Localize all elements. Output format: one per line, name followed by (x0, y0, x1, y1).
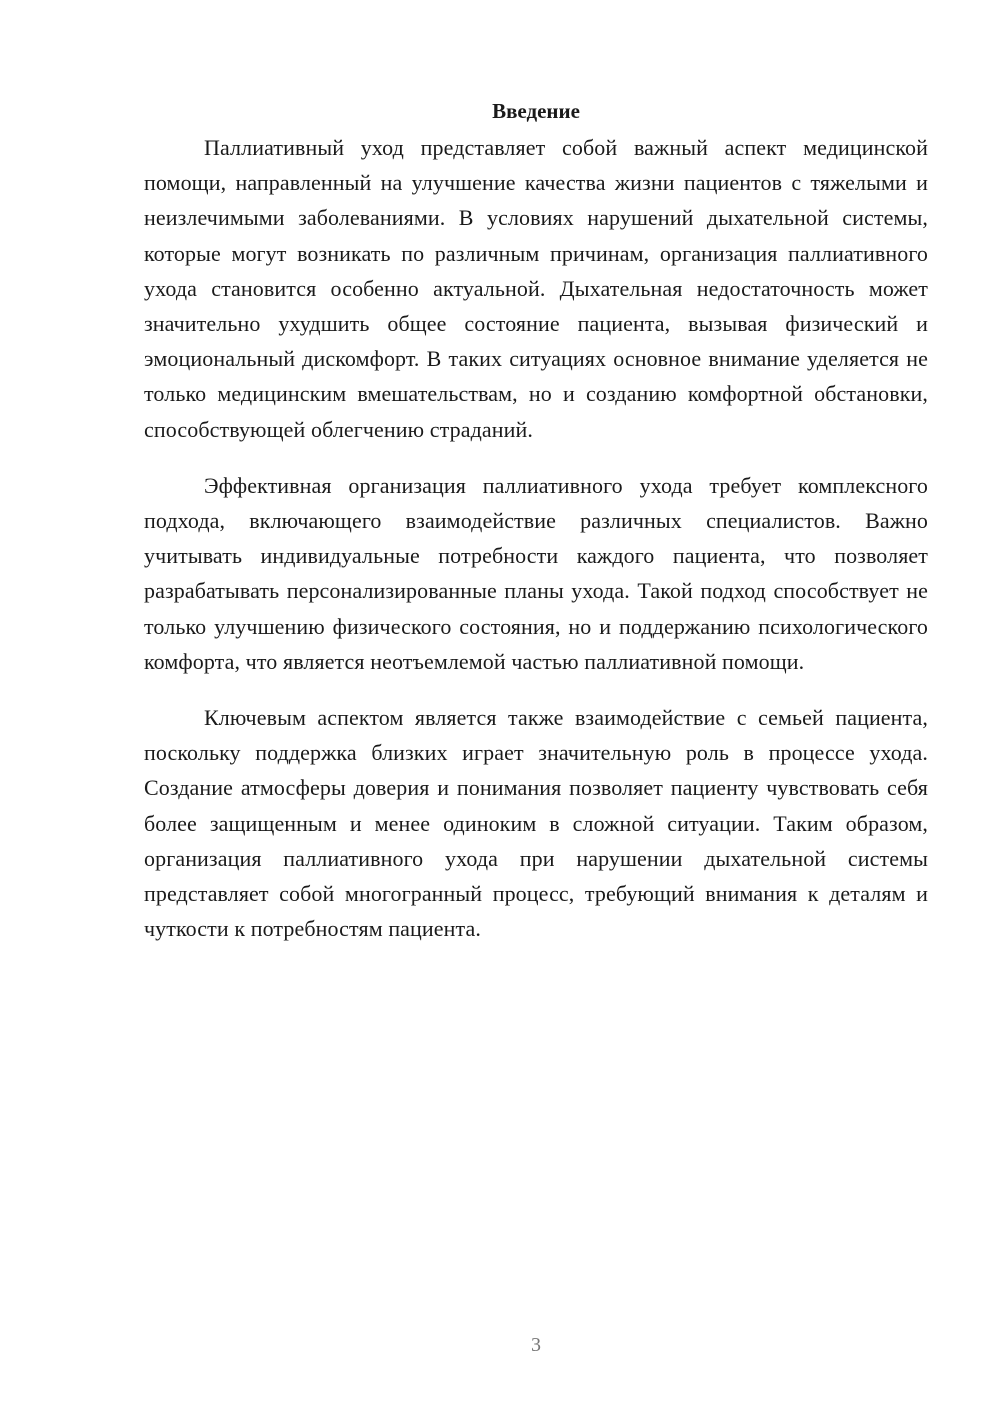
paragraph-3: Ключевым аспектом является также взаимодействие с семьей пациента, поскольку поддержка близких играет значительную роль в процессе ухода. Создание атмосферы доверия и понимания позволяет пациенту чувствовать себя более защищенным и менее одиноким в сложной ситуации. Таким образом, организация паллиативного ухода при нарушении дыхательной системы представляет собой многогранный процесс, требующий внимания к деталям и чуткости к потребностям пациента. (144, 705, 928, 942)
paragraph-1: Паллиативный уход представляет собой важный аспект медицинской помощи, направленный на улучшение качества жизни пациентов с тяжелыми и неизлечимыми заболеваниями. В условиях нарушений дыхательной системы, которые могут возникать по различным причинам, организация паллиативного ухода становится особенно актуальной. Дыхательная недостаточность может значительно ухудшить общее состояние пациента, вызывая физический и эмоциональный дискомфорт. В таких ситуациях основное внимание уделяется не только медицинским вмешательствам, но и созданию комфортной обстановки, способствующей облегчению страданий. (144, 135, 928, 442)
section-title: Введение (492, 99, 580, 123)
page-content (144, 96, 928, 967)
paragraph-2: Эффективная организация паллиативного ухода требует комплексного подхода, включающего взаимодействие различных специалистов. Важно учитывать индивидуальные потребности каждого пациента, что позволяет разрабатывать персонализированные планы ухода. Такой подход способствует не только улучшению физического состояния, но и поддержанию психологического комфорта, что является неотъемлемой частью паллиативной помощи. (144, 472, 928, 674)
page-number: 3 (531, 1334, 541, 1356)
